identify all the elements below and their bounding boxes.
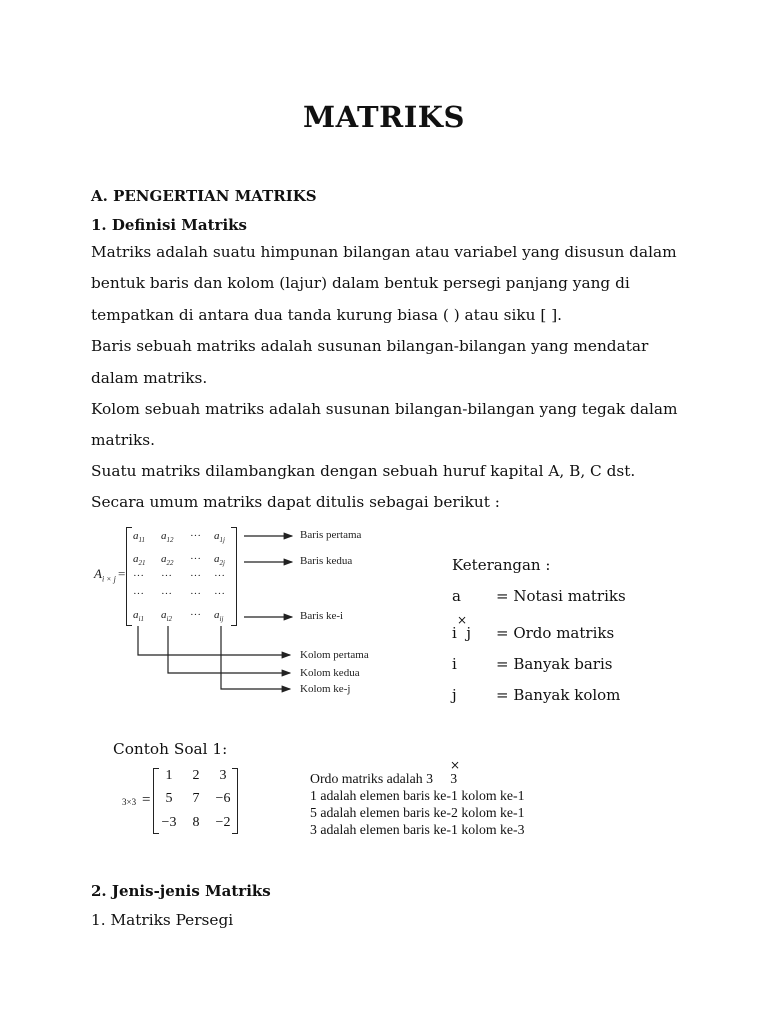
column-arrow (138, 626, 290, 655)
matrix-cell: ··· (133, 570, 144, 582)
matrix-cell: ··· (190, 588, 201, 600)
matrix-cell: $a_{2j}$ (214, 553, 225, 568)
example-note: 3 adalah elemen baris ke-1 kolom ke-3 (310, 822, 525, 837)
matrix-cell: $a_{ij}$ (214, 609, 224, 624)
matrix-cell: $a_{12}$ (161, 530, 174, 545)
paragraph-line: Kolom sebuah matriks adalah susunan bilangan-bilangan yang tegak dalam (91, 400, 678, 418)
paragraph-line: Baris sebuah matriks adalah susunan bilangan-bilangan yang mendatar (91, 337, 649, 355)
matrix-cell: −2 (215, 815, 231, 830)
example-note: 5 adalah elemen baris ke-2 kolom ke-1 (310, 805, 525, 820)
matrix-cell: 1 (165, 768, 173, 783)
matrix-cell: 7 (192, 791, 200, 806)
matrix-cell: ··· (214, 570, 225, 582)
paragraph-line: matriks. (91, 431, 155, 449)
keterangan-heading: Keterangan : (452, 556, 551, 574)
column-label: Kolom pertama (300, 649, 369, 661)
matrix-cell: $a_{1j}$ (214, 530, 225, 545)
matrix-cell: $a_{21}$ (133, 553, 146, 568)
legend-symbol: j (452, 686, 457, 704)
matrix-cell: −3 (161, 815, 177, 830)
matrix-cell: ··· (133, 588, 144, 600)
paragraph-line: bentuk baris dan kolom (lajur) dalam bentuk persegi panjang yang di (91, 274, 630, 292)
legend-desc: = Banyak kolom (496, 686, 621, 704)
times-sign: × (457, 613, 468, 627)
matrix-cell: ··· (161, 570, 172, 582)
column-arrow (221, 626, 290, 689)
paragraph-line: Secara umum matriks dapat ditulis sebagai berikut : (91, 493, 500, 511)
example-notes (310, 758, 550, 837)
column-label: Kolom ke-j (300, 683, 351, 695)
page-title: MATRIKS (303, 100, 465, 134)
legend-desc: = Ordo matriks (496, 624, 615, 642)
legend-desc: = Banyak baris (496, 655, 613, 673)
matrix-cell: ··· (161, 588, 172, 600)
column-arrow (168, 626, 290, 673)
list-item: 1. Matriks Persegi (91, 911, 234, 929)
legend-symbol: i j (452, 624, 471, 642)
column-label: Kolom kedua (300, 667, 360, 679)
legend-symbol: a (452, 587, 461, 605)
paragraph-line: dalam matriks. (91, 369, 208, 387)
row-label: Baris pertama (300, 529, 362, 541)
paragraph-line: tempatkan di antara dua tanda kurung biasa ( ) atau siku [ ]. (91, 306, 563, 324)
matrix-cell: 3 (219, 768, 227, 783)
matrix-cell: ··· (190, 530, 201, 542)
paragraph-line: Matriks adalah suatu himpunan bilangan atau variabel yang disusun dalam (91, 243, 677, 261)
times-sign: × (450, 758, 461, 772)
matrix-cell: ··· (190, 609, 201, 621)
legend-symbol: i (452, 655, 457, 673)
example-heading: Contoh Soal 1: (113, 740, 228, 758)
matrix-equals: = (118, 566, 126, 581)
subsection-heading-definisi: 1. Definisi Matriks (91, 216, 247, 234)
subsection-heading-jenis: 2. Jenis-jenis Matriks (91, 882, 271, 900)
matrix-cell: 5 (165, 791, 173, 806)
matrix-cell: ··· (214, 588, 225, 600)
matrix-cell: $a_{11}$ (133, 530, 145, 545)
matrix-cell: ··· (190, 553, 201, 565)
ordo-text: Ordo matriks adalah 3 3 (310, 771, 458, 786)
matrix-cell: 2 (192, 768, 200, 783)
example-note: 1 adalah elemen baris ke-1 kolom ke-1 (310, 788, 525, 803)
row-label: Baris ke-i (300, 610, 344, 622)
matrix-cell: −6 (215, 791, 231, 806)
matrix-cell: 8 (192, 815, 200, 830)
matrix-cell: $a_{i1}$ (133, 609, 144, 624)
legend-desc: = Notasi matriks (496, 587, 626, 605)
matrix-symbol: $A_{i \times j}$ (94, 566, 116, 584)
section-heading-a: A. PENGERTIAN MATRIKS (91, 187, 317, 205)
paragraph-line: Suatu matriks dilambangkan dengan sebuah huruf kapital A, B, C dst. (91, 462, 636, 480)
example-matrix-equals: = (142, 792, 151, 808)
example-matrix-label: 3×3 (122, 797, 137, 807)
matrix-cell: ··· (190, 570, 201, 582)
matrix-cell: $a_{22}$ (161, 553, 174, 568)
matrix-cell: $a_{i2}$ (161, 609, 172, 624)
row-label: Baris kedua (300, 555, 353, 567)
